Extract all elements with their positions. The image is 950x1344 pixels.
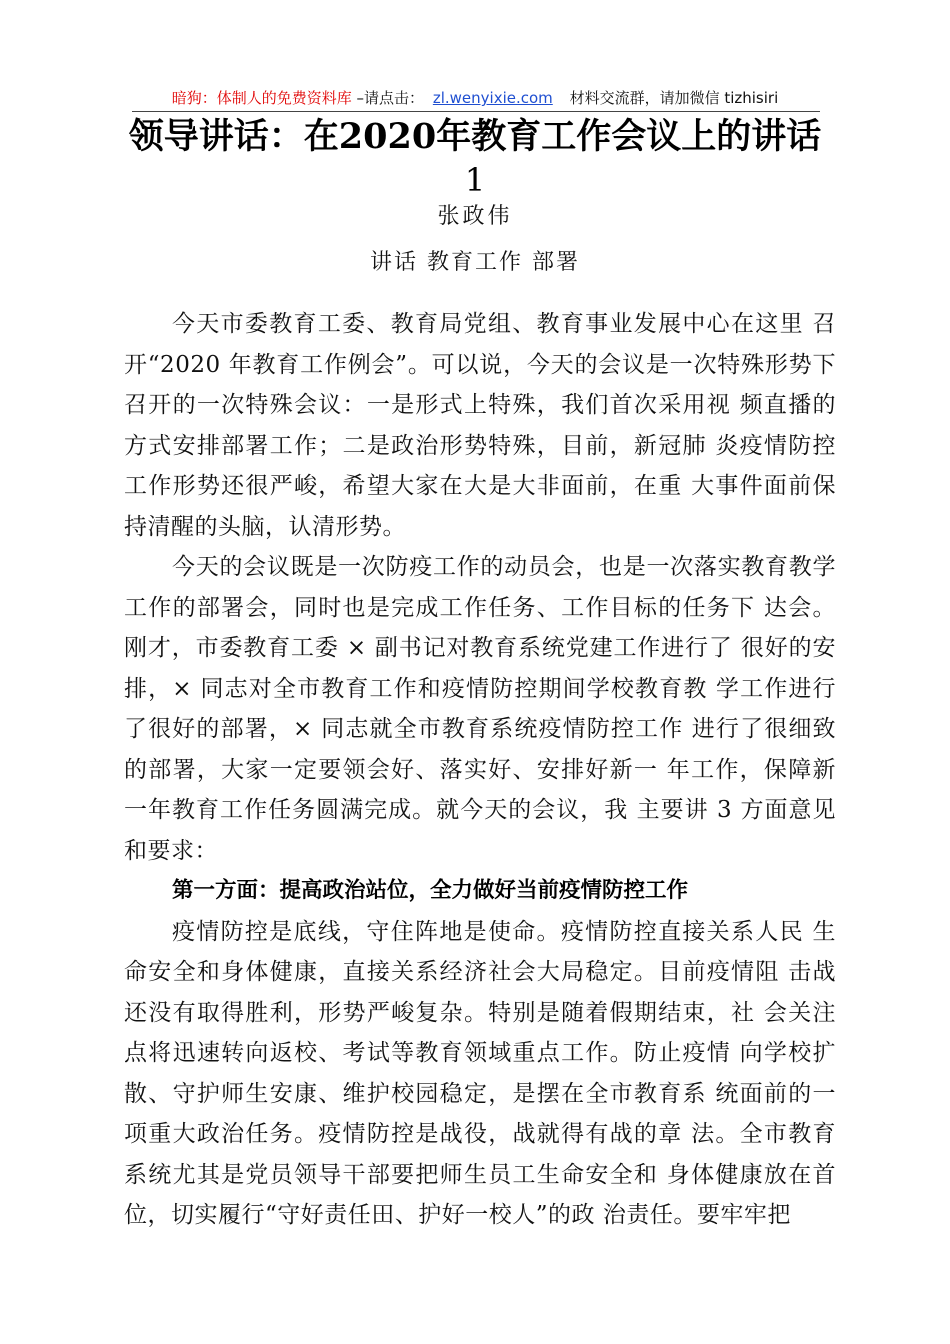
document-title-number: 1 xyxy=(464,161,486,199)
watermark-header xyxy=(0,88,950,108)
document-title: 领导讲话：在2020年教育工作会议上的讲话 xyxy=(128,116,822,157)
document-body xyxy=(124,304,836,1236)
click-prompt: –请点击： xyxy=(356,89,425,107)
site-link[interactable]: zl.wenyixie.com xyxy=(432,89,553,107)
author-name: 张政伟 xyxy=(437,204,513,229)
paragraph-2: 今天的会议既是一次防疫工作的动员会，也是一次落实教育教学工作的部署会，同时也是完成工作任务、工作目标的任务下 达会。刚才，市委教育工委 × 副书记对教育系统党建工作进行了 很好的安排，× 同志对全市教育工作和疫情防控期间学校教育教 学工作进行了很好的部署，× 同志就全市教育系统疫情防控工作 进行了很细致的部署，大家一定要领会好、落实好、安排好新一 年工作，保障新一年教育工作任务圆满完成。就今天的会议，我 主要讲 3 方面意见和要求： xyxy=(124,554,836,864)
section-paragraph: 疫情防控是底线，守住阵地是使命。疫情防控直接关系人民 生命安全和身体健康，直接关系经济社会大局稳定。目前疫情阻 击战还没有取得胜利，形势严峻复杂。特别是随着假期结束，社 会关注点将迅速转向返校、考试等教育领域重点工作。防止疫情 向学校扩散、守护师生安康、维护校园稳定，是摆在全市教育系 统面前的一项重大政治任务。疫情防控是战役，战就得有战的章 法。全市教育系统尤其是党员领导干部要把师生员工生命安全和 身体健康放在首位，切实履行“守好责任田、护好一校人”的政 治责任。要牢牢把 xyxy=(124,918,836,1228)
brand-text: 暗狗：体制人的免费资料库 xyxy=(171,89,352,107)
section-heading: 第一方面：提高政治站位，全力做好当前疫情防控工作 xyxy=(172,878,689,903)
wechat-note: 材料交流群，请加微信 tizhisiri xyxy=(569,89,779,107)
keywords-line: 讲话 教育工作 部署 xyxy=(370,250,580,275)
paragraph-1: 今天市委教育工委、教育局党组、教育事业发展中心在这里 召开“2020 年教育工作例会”。可以说，今天的会议是一次特殊形势下召开的一次特殊会议：一是形式上特殊，我们首次采用视 频直播的方式安排部署工作；二是政治形势特殊，目前，新冠肺 炎疫情防控工作形势还很严峻，希望大家在大是大非面前，在重 大事件面前保持清醒的头脑，认清形势。 xyxy=(124,311,836,540)
